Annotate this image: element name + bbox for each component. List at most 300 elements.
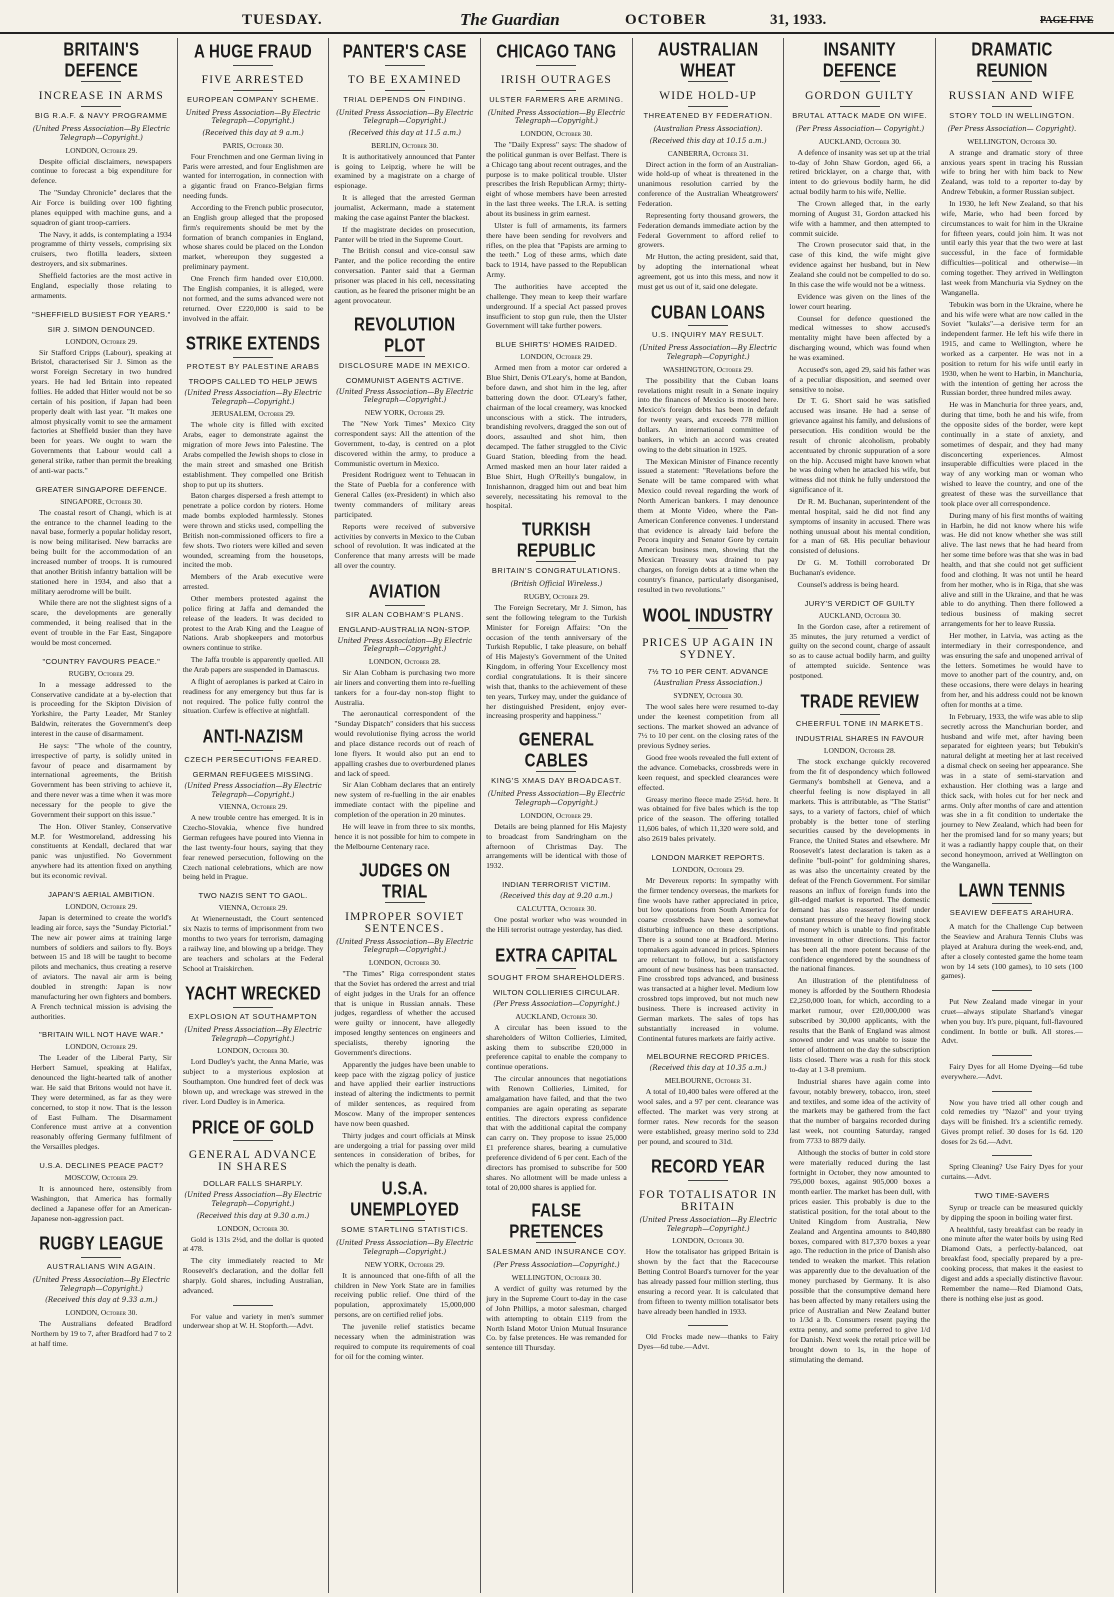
dateline: WASHINGTON, October 29. bbox=[663, 364, 754, 374]
article-headline: TURKISH REPUBLIC bbox=[516, 519, 596, 562]
article bbox=[486, 1201, 627, 1353]
article-subheading-small: EUROPEAN COMPANY SCHEME. bbox=[187, 94, 320, 104]
article-section bbox=[486, 340, 627, 511]
article-subheading-small: BIG R.A.F. & NAVY PROGRAMME bbox=[35, 111, 168, 120]
article-section bbox=[31, 890, 172, 1021]
advertisement bbox=[941, 990, 1083, 1046]
body-paragraph: "The Times" Riga correspondent states that the Soviet has ordered the arrest and trial of eight judges in the Urals for an offence that is unique in Russian annals. These judges, regardless of whether the accused were guilty or innocent, have allegedly imposed lengthy sentences on engineers and specialists, thereby ignoring the Government's directions. bbox=[334, 969, 476, 1057]
press-credit: (United Press Association—By Electric Telegraph—Copyright.) bbox=[32, 125, 170, 142]
body-paragraph: Other members protested against the police firing at Jaffa and demanded the release of the leaders. It was decided to protest to the Arab King and the League of Nations. Arab shopkeepers and motorbus owners continue to strike. bbox=[182, 593, 324, 653]
article-subheading-small: SALESMAN AND INSURANCE COY. bbox=[486, 1247, 627, 1257]
body-paragraph: One French firm handed over £10,000. The English companies, it is alleged, were not formed, and the sums advanced were not returned. Over £220,000 is said to be involved in the affair. bbox=[182, 274, 324, 323]
press-credit: (United Press Association—By Electric Telegraph—Copyright.) bbox=[184, 781, 322, 799]
divider-rule bbox=[688, 1325, 728, 1326]
dateline: AUCKLAND, October 30. bbox=[515, 1011, 598, 1021]
column-6 bbox=[784, 38, 936, 1593]
body-paragraph: The possibility that the Cuban loans revelations might result in a Senate inquiry into the finances of Mexico is mooted here. Mexico's foreign debts has been in default for twenty years, and exceeds 778 million dollars. An international committee of bankers, in which an accord was created owing to the debt situation in 1925. bbox=[637, 375, 779, 454]
divider-rule bbox=[233, 750, 273, 751]
body-paragraph: Ulster is full of armaments, its farmers there have been sending for revolvers and rifles, on the plea that "Papists are arming to the teeth." Log of these arms, which date back to 1914, have passed to the Republican Army. bbox=[486, 220, 627, 280]
article-subheading-small: SEAVIEW DEFEATS ARAHURA. bbox=[949, 908, 1075, 918]
body-paragraph: The coastal resort of Changi, which is at the entrance to the channel leading to the naval base, formerly a popular holiday resort, is now being militarised. New barracks are being built for the accommodation of an increased number of troops. It is rumoured that another British infantry battalion will be stationed here in 1934, and also that a military aerodrome will be built. bbox=[31, 507, 172, 596]
dateline: LONDON, October 29. bbox=[520, 352, 593, 362]
masthead bbox=[0, 10, 1114, 34]
body-paragraph: The wool sales here were resumed to-day under the keenest competition from all sections. The market showed an advance of 7½ to 10 per cent. on the closing rates of the previous Sydney series. bbox=[637, 701, 779, 751]
article-subheading: RUSSIAN AND WIFE bbox=[948, 90, 1076, 102]
article-section bbox=[941, 1191, 1083, 1304]
masthead-month: OCTOBER bbox=[625, 12, 707, 28]
body-paragraph: It is alleged that the arrested German journalist, Ackermann, made a statement making the case against Panter the blackest. bbox=[334, 193, 476, 222]
article-section bbox=[31, 1030, 172, 1152]
divider-rule bbox=[992, 903, 1032, 904]
article-headline: BRITAIN'S DEFENCE bbox=[63, 39, 140, 81]
body-paragraph: A verdict of guilty was returned by the jury in the Supreme Court to-day in the case of John Phillips, a motor salesman, charged with attempting to obtain £119 from the North Island Motor Union Mutual Insurance Co. by false pretences. He was remanded for sentence till Thursday. bbox=[486, 1284, 627, 1353]
article bbox=[486, 520, 627, 721]
body-paragraph: Sir Alan Cobham is purchasing two more air liners and converting them into re-fuelling tankers for a four-day non-stop flight to Australia. bbox=[334, 668, 476, 707]
article bbox=[183, 332, 324, 716]
section-heading: INDUSTRIAL SHARES IN FAVOUR bbox=[795, 734, 925, 744]
body-paragraph: While there are not the slightest signs of a scare, the developments are generally commended, it being realised that in the event of trouble in the Far East, Singapore would be most concerned. bbox=[31, 598, 172, 647]
body-paragraph: The Foreign Secretary, Mr J. Simon, has sent the following telegram to the Turkish Minister for Foreign Affairs: "On the occasion of the tenth anniversary of the Turkish Republic, I take pleasure, on behalf of His Majesty's Government of the United Kingdom, in offering Your Excellency most cordial congratulations. It is their sincere wish that, thanks to the achievement of these ten years, Turkey may, under the guidance of her distinguished President, enjoy ever-increasing prosperity and happiness." bbox=[486, 602, 627, 721]
dateline: VIENNA, October 29. bbox=[218, 903, 288, 913]
article-section bbox=[31, 310, 172, 476]
body-paragraph: Tebukin was born in the Ukraine, where he and his wife were what are now called in the Soviet "kulaks"—a derisive term for an independent farmer. He left his wife there in 1915, and came to Wellington, where he worked as a carpenter. He was not in a position to return for his wife until early in 1930, when he went to Harbin, in Manchuria, with the intention of getting her across the Russian border, three hundred miles away. bbox=[941, 299, 1083, 398]
dateline: LONDON, October 28. bbox=[368, 657, 441, 667]
article bbox=[486, 944, 627, 1193]
divider-rule bbox=[992, 1055, 1032, 1056]
article-section bbox=[638, 1052, 779, 1146]
body-paragraph: In the Gordon case, after a retirement of 35 minutes, the jury returned a verdict of guilty on the second count, charge of assault so as to cause actual bodily harm, and guilty of attempted suicide. Sentence was postponed. bbox=[789, 621, 931, 680]
press-credit: (United Press Association—By Electric Telegraph—Copyright.) bbox=[639, 1215, 777, 1233]
column-3 bbox=[329, 38, 481, 1593]
body-paragraph: Industrial shares have again come into favour, notably brewery, tobacco, iron, steel and textiles, and some idea of the activity of the markets may be gathered from the fact that the number of bargains recorded during last week, not counting Saturday, ranged from 7733 to 8879 daily. bbox=[789, 1076, 931, 1146]
body-paragraph: The Hon. Oliver Stanley, Conservative M.P. for Westmoreland, addressing his constituents at Kendall, declared that war panic was unjustified. No Government anywhere had its attention fixed on anything but its economic revival. bbox=[31, 821, 172, 881]
dateline: LONDON, October 30. bbox=[520, 129, 593, 138]
article-subheading-small: SOUGHT FROM SHAREHOLDERS. bbox=[487, 973, 626, 983]
dateline: PARIS, October 30. bbox=[222, 140, 284, 150]
article-headline: EXTRA CAPITAL bbox=[495, 944, 618, 966]
article-subheading-small: AUSTRALIANS WIN AGAIN. bbox=[46, 1261, 156, 1271]
dateline: RUGBY, October 29. bbox=[523, 591, 590, 601]
body-paragraph: Dr T. G. Short said he was satisfied accused was insane. He had a sense of grievance against his family, and delusions of persecution. His condition would be the result of chronic alcoholism, probably accentuated by chronic suppuration of a sore on the hip. Accused might have known what he was doing when he attacked his wife, but witness did not think he fully understood the significance of it. bbox=[789, 396, 931, 495]
received-time: (Received this day at 10.15 a.m.) bbox=[649, 136, 767, 145]
section-heading: DOLLAR FALLS SHARPLY. bbox=[203, 1179, 303, 1189]
section-heading: WILTON COLLIERIES CIRCULAR. bbox=[493, 988, 620, 998]
article-subheading-small: CZECH PERSECUTIONS FEARED. bbox=[184, 754, 322, 764]
body-paragraph: Counsel's address is being heard. bbox=[797, 579, 899, 589]
received-time: (Received this day at 10.35 a.m.) bbox=[649, 1064, 767, 1073]
press-credit: (United Press Association—By Electric Telegraph—Copyright.) bbox=[336, 1239, 474, 1256]
dateline: MELBOURNE, October 31. bbox=[664, 1076, 752, 1086]
body-paragraph: The "Daily Express" says: The shadow of the political gunman is over Belfast. There is a Chicago tang about recent outrages, and the purpose is to make political trouble. Ulster prescribes the Irish Republican Army; thirty-eight of whose members have been arrested in the last three weeks. The I.R.A. is setting about its business in grim earnest. bbox=[486, 140, 627, 219]
dateline: SYDNEY, October 30. bbox=[673, 690, 743, 700]
article bbox=[31, 1232, 172, 1348]
article bbox=[31, 40, 172, 301]
article bbox=[789, 40, 930, 590]
section-heading: TWO TIME-SAVERS bbox=[974, 1190, 1050, 1200]
article-headline: A HUGE FRAUD bbox=[194, 41, 313, 63]
article-section bbox=[183, 891, 324, 973]
divider-rule bbox=[385, 90, 425, 91]
advertisement bbox=[638, 1325, 779, 1352]
body-paragraph: A total of 10,400 bales were offered at the wool sales, and a 97 per cent. clearance was effected. The market was very strong at former rates. New records for the season were established, greasy merino sold to 23d per pound, and scoured to 31d. bbox=[637, 1087, 779, 1146]
divider-rule bbox=[688, 106, 728, 107]
body-paragraph: Accused's son, aged 29, said his father was of a peculiar disposition, and seemed over sensitive to noise. bbox=[789, 364, 931, 394]
press-credit: (United Press Association—By Electric Telegraph—Copyright.) bbox=[32, 1275, 170, 1293]
body-paragraph: The "New York Times" Mexico City correspondent says: All the attention of the Government, to-day, is centred on a plot discovered within the army, to produce a Communistic overturn in Mexico. bbox=[334, 419, 476, 468]
article-headline: GENERAL CABLES bbox=[518, 729, 595, 772]
article-headline: CUBAN LOANS bbox=[651, 301, 766, 324]
dateline: LONDON, October 30. bbox=[217, 1223, 289, 1233]
article-subheading: FOR TOTALISATOR IN BRITAIN bbox=[638, 1188, 778, 1213]
advertisement-text: For value and variety in men's summer underwear shop at W. H. Stopforth.—Advt. bbox=[182, 1311, 324, 1331]
article-headline: ANTI-NAZISM bbox=[202, 726, 304, 748]
section-heading: MELBOURNE RECORD PRICES. bbox=[646, 1052, 770, 1062]
body-paragraph: Greasy merino fleece made 25½d. here. It was obtained for five bales which is the top price of the season. The offering totalled 11,606 bales, of which 11,320 were sold, and also 2619 bales privately. bbox=[637, 794, 779, 843]
article-subheading: TO BE EXAMINED bbox=[347, 73, 462, 86]
article bbox=[486, 730, 627, 871]
columns-container bbox=[26, 38, 1088, 1593]
divider-rule bbox=[688, 325, 728, 326]
body-paragraph: The Jaffa trouble is apparently quelled. All the Arab papers are suspended in Damascus. bbox=[182, 655, 324, 674]
received-time: (Received this day at 9.20 a.m.) bbox=[500, 892, 613, 901]
press-credit: (United Press Association—By Electric Telegraph—Copyright.) bbox=[184, 1191, 322, 1208]
article-section bbox=[789, 599, 930, 681]
article-section bbox=[486, 880, 627, 934]
section-heading: TWO NAZIS SENT TO GAOL. bbox=[198, 891, 308, 901]
dateline: LONDON, October 29. bbox=[672, 864, 744, 874]
divider-rule bbox=[688, 1180, 728, 1181]
press-credit: (Per Press Association— Copyright.) bbox=[795, 125, 925, 133]
masthead-day: TUESDAY. bbox=[242, 12, 323, 28]
body-paragraph: If the magistrate decides on prosecution, Panter will be tried in the Supreme Court. bbox=[334, 224, 476, 244]
article bbox=[638, 301, 779, 595]
article bbox=[334, 40, 475, 306]
article bbox=[183, 40, 324, 323]
advertisement-text: Now you have tried all other cough and cold remedies try "Nazol" and your trying days will be finished. It's a scientific remedy. Gives prompt relief. 30 doses for 1s 6d. 120 doses for 2s 6d.—Advt. bbox=[941, 1097, 1083, 1146]
body-paragraph: Representing forty thousand growers, the Federation demands immediate action by the Federal Government to afford relief to growers. bbox=[637, 210, 779, 250]
column-7 bbox=[936, 38, 1088, 1593]
advertisement-text: Put New Zealand made vinegar in your cruet—always stipulate Sharland's vinegar when you buy. It's pure, piquant, full-flavoured condiment. In bottle or bulk. All stores.—Advt. bbox=[941, 997, 1083, 1046]
press-credit: (Australian Press Association). bbox=[653, 125, 763, 133]
body-paragraph: The stock exchange quickly recovered from the fit of despondency which followed Germany's bombshell at Geneva, and a cheerful feeling is now displayed in all markets. This is attributable, as "The Statist" says, to a variety of factors, chief of which probably is the better tone of sterling securities caused by the developments in France, the United States and elsewhere. Mr Roosevelt's latest declaration is taken as a definite "bull-point" for goldmining shares, as was also the uncertainty created by the defeat of the French Government. For similar reasons an influx of foreign funds into the gilt-edged market is reported. The domestic demand has also reasserted itself under constant pressure of the heavy flowing stock of money which is unable to find profitable investment in other directions. This factor has been all the more potent because of the confidence engendered by the soundness of the national finances. bbox=[789, 757, 931, 974]
article-subheading-small: TRIAL DEPENDS ON FINDING. bbox=[343, 94, 467, 104]
dateline: BERLIN, October 30. bbox=[371, 140, 439, 150]
advertisement bbox=[941, 1055, 1083, 1082]
body-paragraph: During many of his first months of waiting in Harbin, he did not know where his wife was. He did not know whether she was still alive. The last news that he had heard from her some time before was that she was in bad health, and that she could not get sufficient food and clothing. It was not until he heard from her mother, who is in Riga, that she was alive and still in the Ukraine, and that he was able to do anything. Then there followed a tedious business of making secret arrangements for her to leave Russia. bbox=[941, 510, 1083, 629]
press-credit: (United Press Association—By Electric Telegraph—Copyright.) bbox=[184, 388, 322, 406]
advertisement bbox=[941, 1091, 1083, 1147]
dateline: LONDON, October 29. bbox=[65, 1042, 138, 1052]
body-paragraph: President Rodriguez went to Tehuacan in the State of Puebla for a conference with General Calles (ex-President) in which also twenty commanders of military areas participated. bbox=[334, 470, 476, 519]
article-headline: TRADE REVIEW bbox=[800, 691, 920, 713]
body-paragraph: A strange and dramatic story of three anxious years spent in tracing his Russian wife to bring her with him back to New Zealand, was told to a reporter to-day by Andrew Tebukin, a former Russian subject. bbox=[941, 147, 1083, 197]
section-heading: "COUNTRY FAVOURS PEACE." bbox=[42, 656, 161, 666]
article-headline: JUDGES ON TRIAL bbox=[359, 859, 451, 902]
article-headline: PANTER'S CASE bbox=[342, 41, 467, 63]
dateline: NEW YORK, October 29. bbox=[364, 1259, 445, 1269]
body-paragraph: A circular has been issued to the shareholders of Wilton Collieries, Limited, asking them to subscribe £20,000 in preference capital to enable the company to continue operations. bbox=[486, 1022, 627, 1072]
body-paragraph: It is authoritatively announced that Panter is going to Leipzig, where he will be examined by a magistrate on a charge of espionage. bbox=[334, 151, 476, 191]
body-paragraph: The "Sunday Chronicle" declares that the Air Force is building over 100 fighting planes equipped with machine guns, and a squadron of giant troop-carriers. bbox=[31, 188, 172, 227]
advertisement bbox=[941, 1155, 1083, 1182]
dateline: JERUSALEM, October 29. bbox=[211, 409, 295, 419]
body-paragraph: An illustration of the plentifulness of money is afforded by the Southern Rhodesia £2,250,000 loan, for which, according to a market rumour, over £20,000,000 was subscribed by 30,000 applicants, with the results that the Bank of England was almost snowed under and was unable to issue the letter of allotment on the day the subscription lists closed. There was a rush for this stock to-day at 1 3-8 premium. bbox=[789, 976, 931, 1074]
section-heading: INDIAN TERRORIST VICTIM. bbox=[502, 880, 611, 890]
divider-rule bbox=[992, 990, 1032, 991]
body-paragraph: The whole city is filled with excited Arabs, eager to demonstrate against the migration of more Jews into Palestine. The Arabs compelled the Jewish shops to close in the main street and smashed one British establishment. They compelled one British shop to put up its shutters. bbox=[182, 420, 324, 489]
article-headline: STRIKE EXTENDS bbox=[185, 333, 321, 355]
body-paragraph: Her mother, in Latvia, was acting as the intermediary in their correspondence, and was ensuring the safe and unopened arrival of the letters. Sometimes he would have to move to another part of the country, and, on these occasions, there were delays in hearing from her, and his address could not be known often for months at a time. bbox=[941, 631, 1083, 710]
body-paragraph: The Navy, it adds, is contemplating a 1934 programme of thirty vessels, comprising six cruisers, two flotilla leaders, sixteen destroyers, and six submarines. bbox=[31, 229, 172, 269]
section-heading: 7½ TO 10 PER CENT. ADVANCE bbox=[647, 667, 769, 677]
received-time: (Received this day at 9.30 a.m.) bbox=[196, 1211, 310, 1220]
press-credit: (United Press Association—By Electric Telegraph—Copyright.) bbox=[336, 108, 474, 126]
section-heading: JAPAN'S AERIAL AMBITION. bbox=[48, 889, 155, 899]
body-paragraph: A match for the Challenge Cup between the Seaview and Arahura Tennis Clubs was played at Arahura during the week-end, and, after a closely contested game the home team won by 14 sets (100 games), to 10 sets (100 games). bbox=[941, 922, 1083, 981]
body-paragraph: A new trouble centre has emerged. It is in Czecho-Slovakia, whence five hundred German refugees have poured into Vienna in the last twenty-four hours, saying that they fear renewed persecution, following on the Czech national celebrations, which are now being held in Prague. bbox=[182, 813, 324, 882]
press-credit: (Per Press Association—Copyright.) bbox=[493, 1000, 620, 1009]
body-paragraph: According to the French public prosecutor, an English group alleged that the proposed firm's requirements should be met by the formation of branch companies in England, whose shares could be placed on the London market, whereupon they suggested a preliminary payment. bbox=[182, 203, 324, 272]
article bbox=[789, 690, 930, 1365]
press-credit: United Press Association—By Electric Telegraph—Copyright.) bbox=[185, 108, 321, 126]
body-paragraph: The circular announces that negotiations with Renown Collieries, Limited, for amalgamation have failed, and that the two companies are again operating as separate entities. The directors express confidence that with the additional capital the company can carry on. They propose to issue 25,000 £1 preference shares, bearing a cumulative preference dividend of 6 per cent. Each of the directors has promised to subscribe for 500 shares. No allotment will be made unless a total of 20,000 shares is applied for. bbox=[486, 1074, 627, 1192]
body-paragraph: The Mexican Minister of Finance recently issued a statement: "Revelations before the Senate will be tame compared with what Mexico could reveal regarding the work of North American bankers. I may denounce them at Monte Video, where the Pan-American Conference convenes. I understand that evidence is already laid before the Pecora inquiry and Senator Gore by certain American business men, showing that the Mexican Treasury was drained to pay charges, on foreign debts at a time when the country's finance, particularly disorganised, resulted in two revolutions." bbox=[637, 456, 779, 594]
body-paragraph: Apparently the judges have been unable to keep pace with the zigzag policy of justice and have applied their earlier instructions instead of altering the indictments to permit of milder sentences, as required from Moscow. Many of the improper sentences have now been quashed. bbox=[334, 1059, 476, 1128]
body-paragraph: Four Frenchmen and one German living in Paris were arrested, and four Englishmen are wanted for interrogation, in connection with a gigantic fraud on Franco-Belgian firms needing funds. bbox=[182, 151, 324, 201]
press-credit: (Per Press Association— Copyright). bbox=[947, 125, 1077, 133]
dateline: LONDON, October 30. bbox=[65, 1308, 138, 1318]
article-headline: YACHT WRECKED bbox=[185, 983, 321, 1005]
dateline: CALCUTTA, October 30. bbox=[516, 903, 597, 913]
divider-rule bbox=[233, 90, 273, 91]
body-paragraph: Sir Alan Cobham declares that an entirely new system of re-fuelling in the air enables immediate contact with the pipeline and completion of the operation in 20 minutes. bbox=[334, 780, 476, 820]
article-headline: CHICAGO TANG bbox=[496, 41, 617, 63]
received-time: (Received this day at 11.5 a.m.) bbox=[348, 129, 461, 137]
article-headline: AVIATION bbox=[368, 581, 441, 603]
body-paragraph: It is announced that one-fifth of all the children in New York State are in families receiving public relief. One third of the population, approximately 15,000,000 persons, are on certified relief jobs. bbox=[334, 1270, 476, 1320]
dateline: WELLINGTON, October 30. bbox=[967, 136, 1057, 146]
article-subheading-small: ULSTER FARMERS ARE ARMING. bbox=[489, 94, 624, 104]
dateline: AUCKLAND, October 30. bbox=[818, 136, 901, 146]
press-credit: (United Press Association—By Electric Telegraph—Copyright.) bbox=[487, 790, 626, 808]
article-subheading-small: BRITAIN'S CONGRATULATIONS. bbox=[491, 566, 621, 576]
divider-rule bbox=[992, 1155, 1032, 1156]
article-subheading: FIVE ARRESTED bbox=[201, 73, 305, 86]
body-paragraph: The Crown alleged that, in the early morning of August 31, Gordon attacked his wife with a hammer, and then attempted to commit suicide. bbox=[789, 199, 931, 238]
article-subheading-small: DISCLOSURE MADE IN MEXICO. bbox=[338, 360, 471, 370]
body-paragraph: Mr Devereux reports: In sympathy with the firmer tendency overseas, the markets for fine wools have rather appreciated in price, but low quotations from South America for coarse crossbreds have been a somewhat disturbing influence on these descriptions. There is a sound tone at Bradford. Merino topmakers again advanced in prices. Spinners are reluctant to follow, but a satisfactory amount of new business has been transacted. Fine crossbred tops advanced, and business was transacted at a higher level. Medium low crossbred tops improved, but not much new business. There is increased activity in German markets. The sales of tops has substantially increased in volume. Continental futures markets are fairly active. bbox=[637, 875, 779, 1043]
article-headline: REVOLUTION PLOT bbox=[354, 313, 456, 356]
advertisement bbox=[183, 1305, 324, 1332]
article bbox=[638, 1155, 779, 1316]
body-paragraph: It is announced here, ostensibly from Washington, that America has formally declined a Japanese offer for an American-Japanese non-aggression pact. bbox=[31, 1183, 172, 1223]
dateline: LONDON, October 30. bbox=[217, 1046, 289, 1056]
dateline: CANBERRA, October 31. bbox=[667, 148, 749, 158]
received-time: (Received this day at 9 a.m.) bbox=[202, 129, 304, 137]
press-credit: (United Press Association—By Electric Telegraph—Copyright.) bbox=[336, 387, 474, 405]
article-headline: DRAMATIC REUNION bbox=[971, 39, 1053, 81]
divider-rule bbox=[536, 90, 576, 91]
article-section bbox=[31, 1161, 172, 1223]
body-paragraph: Counsel for defence questioned the medical witnesses to show accused's mentality might have been affected by a discharging wound, which was found when he was examined. bbox=[789, 313, 931, 362]
article bbox=[183, 725, 324, 882]
dateline: LONDON, October 29. bbox=[65, 901, 138, 911]
article-subheading: PRICES UP AGAIN IN SYDNEY. bbox=[642, 637, 775, 662]
section-heading: SIR J. SIMON DENOUNCED. bbox=[47, 324, 156, 334]
divider-rule bbox=[81, 1257, 121, 1258]
body-paragraph: Japan is determined to create the world's leading air force, says the "Sunday Pictorial." The new air power aims at training large numbers of soldiers and sailors to fly. Boys between 15 and 18 will be taught to become pilots and mechanics, thus creating a reserve of aviators. The naval air arm is being doubled in strength: Japan is now manufacturing her own fighters and bombers. A French technical mission is advising the authorities. bbox=[31, 912, 172, 1021]
article-headline: RECORD YEAR bbox=[651, 1156, 766, 1178]
section-heading: GREATER SINGAPORE DEFENCE. bbox=[35, 484, 168, 494]
body-paragraph: Baton charges dispersed a fresh attempt to penetrate a police cordon by rioters. Home made bombs exploded harmlessly. Stones were thrown and sticks used, compelling the British non-commissioned officers to fire a few shots. Two rioters were killed and seven wounded, screaming from the housetops, incited the mob. bbox=[182, 491, 324, 570]
body-paragraph: Good free wools revealed the full extent of the advance. Comebacks, crossbreds were in keen request, and speckled clearances were effected. bbox=[637, 753, 779, 792]
masthead-page-number: PAGE FIVE bbox=[1040, 15, 1094, 26]
divider-rule bbox=[688, 628, 728, 629]
article-subheading-small: STORY TOLD IN WELLINGTON. bbox=[949, 111, 1075, 120]
article-subheading: WIDE HOLD-UP bbox=[659, 90, 757, 102]
body-paragraph: The aeronautical correspondent of the "Sunday Dispatch" considers that his success would revolutionise flying across the world and place distance records out of reach of lone flyers. It would also put an end to appalling crashes due to overburdened planes and lack of speed. bbox=[334, 709, 476, 778]
column-4 bbox=[481, 38, 633, 1593]
advertisement-text: Fairy Dyes for all Home Dyeing—6d tube everywhere.—Advt. bbox=[941, 1062, 1083, 1081]
article-headline: RUGBY LEAGUE bbox=[39, 1233, 164, 1255]
body-paragraph: Gold is 131s 2½d, and the dollar is quoted at 478. bbox=[182, 1234, 324, 1254]
press-credit: (British Official Wireless.) bbox=[510, 580, 603, 589]
dateline: LONDON, October 29. bbox=[65, 145, 138, 155]
body-paragraph: In February, 1933, the wife was able to slip secretly across the Manchurian border, and husband and wife met, after having been separated for eighteen years; but Tebukin's natural delight at meeting her at last received a dismal check on seeing her appearance. She was in a state of semi-starvation and exhaustion. Her clothing was a large and thick sack, with holes cut for her neck and arms. Only after months of care and attention was she in a fit condition to undertake the journey to New Zealand, which had been for her the promised land for so many years; but it was a radiantly happy couple that, on their second honeymoon, arrived at Wellington on the Wanganella. bbox=[941, 711, 1083, 869]
article-headline: INSANITY DEFENCE bbox=[822, 39, 897, 81]
body-paragraph: The authorities have accepted the challenge. They mean to keep their warfare underground. If a special Act passed proves insufficient to stop gun rule, then the Ulster Government will take further powers. bbox=[486, 282, 627, 331]
dateline: LONDON, October 29. bbox=[65, 336, 138, 346]
article-subheading-small: SOME STARTLING STATISTICS. bbox=[340, 1225, 469, 1235]
divider-rule bbox=[233, 357, 273, 358]
section-heading: TROOPS CALLED TO HELP JEWS bbox=[188, 376, 318, 386]
advertisement-text: Spring Cleaning? Use Fairy Dyes for your curtains.—Advt. bbox=[941, 1162, 1083, 1182]
article-subheading-small: EXPLOSION AT SOUTHAMPTON bbox=[188, 1011, 318, 1021]
body-paragraph: Despite official disclaimers, newspapers continue to forecast a big expenditure for defence. bbox=[31, 156, 172, 186]
divider-rule bbox=[233, 1007, 273, 1008]
body-paragraph: Mr Hutton, the acting president, said that, by adopting the international wheat agreement, got us into this mess, and now it must get us out of it, said one delegate. bbox=[637, 252, 779, 291]
body-paragraph: Direct action in the form of an Australian-wide hold-up of wheat is threatened in the unanimous resolution carried by the conference of the Australian Wheatgrowers' Federation. bbox=[637, 159, 779, 208]
article-headline: PRICE OF GOLD bbox=[191, 1116, 315, 1139]
body-paragraph: Evidence was given on the lines of the lower court hearing. bbox=[789, 291, 931, 311]
press-credit: (Australian Press Association.) bbox=[653, 679, 763, 688]
article-subheading: IRISH OUTRAGES bbox=[500, 73, 612, 86]
section-heading: "SHEFFIELD BUSIEST FOR YEARS." bbox=[32, 309, 171, 319]
body-paragraph: He was in Manchuria for three years, and, during that time, both he and his wife, from the opposite sides of the border, were kept continually in a state of anxiety, and sometimes of despair, and they had many disconcerting experiences. Almost insuperable difficulties were placed in the way of any working man or woman who wished to leave the country, and one of the greatest of these was the surveillance that took place over all correspondence. bbox=[941, 400, 1083, 508]
masthead-date: 31, 1933. bbox=[770, 12, 827, 28]
body-paragraph: He says: "The whole of the country, irrespective of party, is solidly united in favour of peace and disarmament by international agreements, the British Government has been striving to achieve it, and there never was a time when it was more necessary for the people to give the Government their support on this issue." bbox=[31, 740, 172, 819]
divider-rule bbox=[992, 1091, 1032, 1092]
article-headline: WOOL INDUSTRY bbox=[642, 604, 774, 627]
dateline: RUGBY, October 29. bbox=[68, 668, 135, 678]
press-credit: (United Press Association—By Electric Telegraph—Copyright.) bbox=[336, 937, 474, 955]
article bbox=[183, 1116, 324, 1296]
body-paragraph: Dr G. M. Tothill corroborated Dr Buchanan's evidence. bbox=[789, 558, 931, 577]
divider-rule bbox=[385, 605, 425, 606]
article bbox=[334, 580, 475, 851]
article-subheading: IMPROPER SOVIET SENTENCES. bbox=[345, 910, 465, 935]
body-paragraph: The city immediately reacted to Mr Roosevelt's declaration, and the dollar fell sharply. Gold shares, including Australian, advanced. bbox=[182, 1256, 324, 1295]
dateline: LONDON, October 28. bbox=[823, 746, 896, 756]
article-subheading-small: PROTEST BY PALESTINE ARABS bbox=[186, 361, 320, 371]
received-time: (Received this day at 9.33 a.m.) bbox=[45, 1296, 158, 1305]
divider-rule bbox=[536, 65, 576, 66]
body-paragraph: A healthful, tasty breakfast can be ready in one minute after the water boils by using Red Diamond Oats, a perfectly-balanced, oat breakfast food, specially prepared by a pre-cooking process, that makes it the easiest to digest and adds a specially distinctive flavour. Remember the name—Red Diamond Oats, there is nothing else just as good. bbox=[941, 1224, 1083, 1303]
divider-rule bbox=[536, 968, 576, 969]
body-paragraph: The juvenile relief statistics became necessary when the administration was required to compute its requirements of coal for oil for the coming winter. bbox=[334, 1321, 476, 1361]
body-paragraph: Sheffield factories are the most active in England, especially those relating to armaments. bbox=[31, 270, 172, 300]
article-headline: LAWN TENNIS bbox=[958, 879, 1066, 902]
divider-rule bbox=[233, 1305, 273, 1306]
body-paragraph: Lord Dudley's yacht, the Anna Marie, was subject to a mysterious explosion at Southampton. One hundred feet of deck was blown up, and wreckage was strewed in the river. Lord Dudley is in America. bbox=[182, 1057, 324, 1106]
dateline: LONDON, October 30. bbox=[672, 1236, 744, 1246]
advertisement-text: Old Frocks made new—thanks to Fairy Dyes—6d tube.—Advt. bbox=[637, 1332, 779, 1352]
article-section bbox=[31, 657, 172, 881]
article bbox=[638, 40, 779, 292]
body-paragraph: Although the stocks of butter in cold store were materially reduced during the last fortnight in October, they now amounted to 795,000 boxes, against 905,000 boxes a month earlier. The market has been dull, with prices easier. This probably is due to the statistical position, for the total about to the United Kingdom from Australia, New Zealand and Argentina amounts to 840,880 boxes, compared with 817,370 boxes a year ago. The reduction in the price of Danish also tended to weaken the market. This relation was apparently due to the devaluation of the money purchased by Germany. It is also possible that the consumptive demand here has been affected by many retailers using the price of Australian and New Zealand butter to 1/3d a lb. Consumers resent paying the extra penny, and some preferred to give 1/d for Danish. Next week the retail price will be brought down to 1s, in the hope of stimulating the demand. bbox=[789, 1147, 931, 1364]
divider-rule bbox=[992, 106, 1032, 107]
body-paragraph: In a message addressed to the Conservative candidate at a by-election that is proceeding for the Skipton Division of Yorkshire, the Party Leader, Mr Stanley Baldwin, reiterates the Government's deep interest in the cause of disarmament. bbox=[31, 679, 172, 739]
section-heading: "BRITAIN WILL NOT HAVE WAR." bbox=[39, 1030, 164, 1040]
section-heading: JURY'S VERDICT OF GUILTY bbox=[804, 598, 915, 608]
column-2 bbox=[178, 38, 330, 1593]
article-section bbox=[638, 853, 779, 1044]
press-credit: (United Press Association—By Electric Telegraph—Copyright.) bbox=[639, 344, 777, 361]
body-paragraph: At Wienerneustadt, the Court sentenced six Nazis to terms of imprisonment from two months to two years for terrorism, damaging a railway line, and blowing up a bridge. They are teachers and scholars at the Federal School at Traiskirchen. bbox=[182, 914, 324, 973]
article bbox=[638, 604, 779, 844]
section-heading: GERMAN REFUGEES MISSING. bbox=[192, 769, 314, 779]
section-heading: BLUE SHIRTS' HOMES RAIDED. bbox=[495, 340, 618, 350]
body-paragraph: A flight of aeroplanes is parked at Cairo in readiness for any emergency but thus far is not required. The police fully control the situation. Curfew is effective at nightfall. bbox=[182, 676, 324, 716]
divider-rule bbox=[81, 106, 121, 107]
body-paragraph: Syrup or treacle can be measured quickly by dipping the spoon in boiling water first. bbox=[941, 1202, 1083, 1222]
body-paragraph: The Crown prosecutor said that, in the case of this kind, the wife might give evidence against her husband, but in New Zealand she could not be compelled to do so. In this case the wife would not be a witness. bbox=[789, 240, 931, 289]
divider-rule bbox=[840, 714, 880, 715]
body-paragraph: He will leave in from three to six months, hence it is not possible for him to compete in the Melbourne Centenary race. bbox=[334, 821, 476, 851]
body-paragraph: One postal worker who was wounded in the Hili terrorist outrage yesterday, has died. bbox=[486, 914, 627, 934]
dateline: LONDON, October 30. bbox=[368, 958, 441, 967]
press-credit: (Per Press Association—Copyright.) bbox=[493, 1261, 620, 1270]
dateline: VIENNA, October 29. bbox=[218, 802, 288, 812]
dateline: NEW YORK, October 29. bbox=[364, 408, 445, 418]
article-subheading-small: U.S. INQUIRY MAY RESULT. bbox=[652, 330, 765, 340]
press-credit: (United Press Association—By Electric Telegraph—Copyright.) bbox=[184, 1025, 322, 1043]
body-paragraph: Dr R. M. Buchanan, superintendent of the mental hospital, said he did not find any symptoms of insanity in accused. There was nothing unusual about his mental condition, for a man of 68. His peculiar behaviour consisted of delusions. bbox=[789, 496, 931, 556]
article-subheading-small: BRUTAL ATTACK MADE ON WIFE. bbox=[792, 111, 928, 120]
body-paragraph: A defence of insanity was set up at the trial to-day of John Shaw Gordon, aged 66, a retired bricklayer, on a charge that, with intent to do grievous bodily harm, he did actual bodily harm to his wife, Nellie. bbox=[789, 147, 931, 197]
body-paragraph: The Leader of the Liberal Party, Sir Herbert Samuel, speaking at Halifax, denounced the light-hearted talk of another war. He said that Britons would not have it. They were determined, as far as they were concerned, to stop it now. That is the lesson of East Fulham. The Disarmament Conference must arrive at a convention reasonably offering Germany fulfilment of the Versailles pledges. bbox=[31, 1053, 172, 1152]
body-paragraph: Sir Stafford Cripps (Labour), speaking at Bristol, characterised Sir J. Simon as the worst Foreign Secretary in two hundred years. He had led Britain into repeated follies. He added that Hitler would not be so certain of his position, if Japan had been properly dealt with last year. "It makes one almost physically vomit to see the armament factories at Sheffield busier than they have been for years. We ought to warn the Governments that Labour would call a general strike, rather than permit the breaking of anti-war pacts." bbox=[31, 347, 172, 475]
article-subheading: GORDON GUILTY bbox=[805, 90, 915, 102]
article bbox=[941, 40, 1083, 870]
column-5 bbox=[633, 38, 785, 1593]
body-paragraph: The Australians defeated Bradford Northern by 19 to 7, after Bradford had 7 to 2 at half time. bbox=[31, 1319, 172, 1348]
dateline: SINGAPORE, October 30. bbox=[60, 496, 143, 506]
divider-rule bbox=[840, 106, 880, 107]
article-subheading: INCREASE IN ARMS bbox=[38, 90, 164, 102]
article-subheading: GENERAL ADVANCE IN SHARES bbox=[188, 1149, 318, 1174]
article bbox=[334, 1179, 475, 1361]
article bbox=[183, 982, 324, 1106]
article-subheading-small: THREATENED BY FEDERATION. bbox=[643, 111, 773, 120]
article-headline: U.S.A. UNEMPLOYED bbox=[350, 1178, 460, 1221]
dateline: LONDON, October 29. bbox=[520, 810, 593, 820]
divider-rule bbox=[233, 1140, 273, 1141]
body-paragraph: How the totalisator has gripped Britain is shown by the fact that the Racecourse Betting Control Board's turnover for the year has already passed four million sterling, thus ensuring a record year. It is calculated that from fifteen to twenty million totalisator bets have already been handled in 1933. bbox=[637, 1247, 779, 1316]
section-heading: ENGLAND-AUSTRALIA NON-STOP. bbox=[338, 624, 471, 634]
body-paragraph: In 1930, he left New Zealand, so that his wife, Marie, who had been forced by circumstances to wait for him in the Ukraine for fifteen years, could join him. It was not until early this year that the two were at last successful, in the face of formidable difficulties—political and otherwise—in coming together. They arrived in Wellington last week from Manchuria via Sydney on the Wanganella. bbox=[941, 199, 1083, 297]
article bbox=[334, 315, 475, 571]
